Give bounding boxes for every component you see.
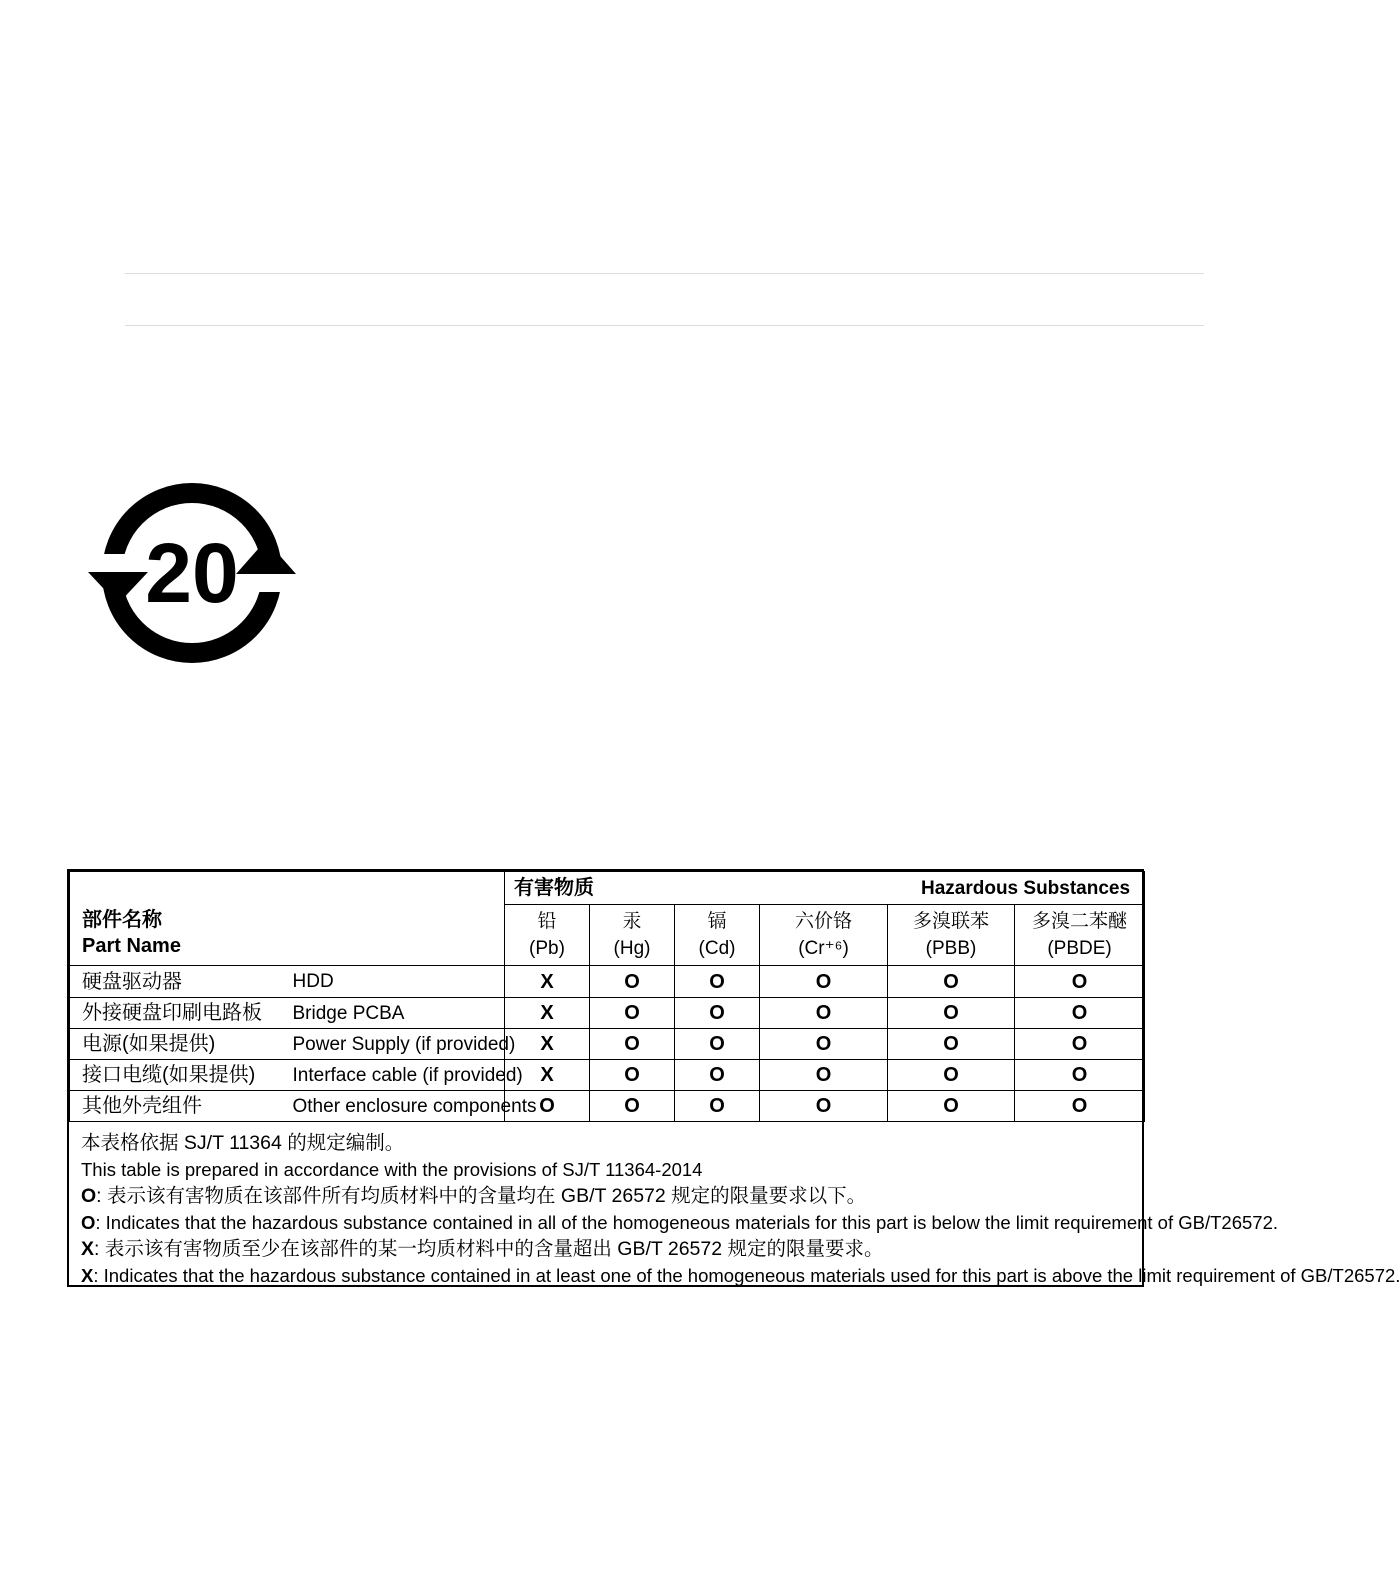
mark-cell: O xyxy=(760,1060,888,1091)
substance-pbb: 多溴联苯 (PBB) xyxy=(888,905,1015,966)
mark-cell: O xyxy=(1015,1060,1145,1091)
mark-cell: O xyxy=(760,1091,888,1122)
logo-number: 20 xyxy=(145,526,239,620)
o-note-cn: O: 表示该有害物质在该部件所有均质材料中的含量均在 GB/T 26572 规定的限量要求以下。 xyxy=(81,1185,867,1207)
mark-cell: O xyxy=(888,1029,1015,1060)
o-key: O xyxy=(81,1185,97,1207)
mark-cell: O xyxy=(888,1091,1015,1122)
hazardous-cn: 有害物质 xyxy=(514,877,594,899)
mark-cell: O xyxy=(760,1029,888,1060)
substance-lead: 铅 (Pb) xyxy=(505,905,590,966)
x-key: X xyxy=(81,1264,94,1286)
part-name-cn-cell: 其他外壳组件 xyxy=(70,1091,281,1122)
substance-hexavalent-chromium: 六价铬 (Cr⁺⁶) xyxy=(760,905,888,966)
table-notes xyxy=(69,1122,1400,1289)
mark-cell: O xyxy=(1015,1091,1145,1122)
part-name-cn-cell: 硬盘驱动器 xyxy=(70,966,281,998)
mark-cell: X xyxy=(505,1029,590,1060)
top-divider-line xyxy=(125,273,1204,274)
mark-cell: O xyxy=(1015,998,1145,1029)
mark-cell: X xyxy=(505,998,590,1029)
mark-cell: O xyxy=(675,966,760,998)
part-name-en-cell: HDD xyxy=(281,966,505,998)
mark-cell: O xyxy=(888,966,1015,998)
part-name-cn-cell: 外接硬盘印刷电路板 xyxy=(70,998,281,1029)
prepared-note-cn: 本表格依据 SJ/T 11364 的规定编制。 xyxy=(81,1132,405,1154)
mark-cell: O xyxy=(888,1060,1015,1091)
mark-cell: O xyxy=(675,1060,760,1091)
part-name-header xyxy=(70,872,505,966)
table-row xyxy=(70,1091,1145,1122)
substance-pbde: 多溴二苯醚 (PBDE) xyxy=(1015,905,1145,966)
second-divider-line xyxy=(125,325,1204,326)
hazardous-en: Hazardous Substances xyxy=(920,878,1131,899)
part-name-cn: 部件名称 xyxy=(82,909,162,931)
table-row xyxy=(70,1060,1145,1091)
substance-cadmium: 镉 (Cd) xyxy=(675,905,760,966)
part-name-en-cell: Power Supply (if provided) xyxy=(281,1029,505,1060)
mark-cell: O xyxy=(1015,966,1145,998)
x-note-cn: X: 表示该有害物质至少在该部件的某一均质材料中的含量超出 GB/T 26572 规定的限量要求。 xyxy=(81,1238,884,1260)
mark-cell: O xyxy=(590,998,675,1029)
mark-cell: O xyxy=(675,1029,760,1060)
mark-cell: O xyxy=(590,966,675,998)
part-name-cn-cell: 接口电缆(如果提供) xyxy=(70,1060,281,1091)
table-row xyxy=(70,998,1145,1029)
table-row xyxy=(70,1029,1145,1060)
part-name-en-cell: Other enclosure components xyxy=(281,1091,505,1122)
part-name-en-cell: Interface cable (if provided) xyxy=(281,1060,505,1091)
mark-cell: O xyxy=(590,1029,675,1060)
mark-cell: O xyxy=(590,1060,675,1091)
efup-20-recycle-logo xyxy=(86,482,298,664)
part-name-en: Part Name xyxy=(82,935,181,957)
prepared-note-en: This table is prepared in accordance with the provisions of SJ/T 11364-2014 xyxy=(81,1158,703,1180)
mark-cell: X xyxy=(505,1060,590,1091)
substance-mercury: 汞 (Hg) xyxy=(590,905,675,966)
mark-cell: O xyxy=(760,966,888,998)
part-name-en-cell: Bridge PCBA xyxy=(281,998,505,1029)
hazardous-substances-table xyxy=(67,869,1400,1287)
hazardous-substances-header xyxy=(505,872,1145,905)
o-key: O xyxy=(81,1211,96,1233)
x-key: X xyxy=(81,1238,95,1260)
o-note-en: O: Indicates that the hazardous substance contained in all of the homogeneous materials for this part is below the limit requirement of GB/T26572. xyxy=(81,1211,1279,1233)
mark-cell: O xyxy=(1015,1029,1145,1060)
mark-cell: X xyxy=(505,966,590,998)
part-name-cn-cell: 电源(如果提供) xyxy=(70,1029,281,1060)
mark-cell: O xyxy=(888,998,1015,1029)
mark-cell: O xyxy=(675,998,760,1029)
mark-cell: O xyxy=(760,998,888,1029)
mark-cell: O xyxy=(590,1091,675,1122)
mark-cell: O xyxy=(675,1091,760,1122)
mark-cell: O xyxy=(505,1091,590,1122)
table-row xyxy=(70,966,1145,998)
x-note-en: X: Indicates that the hazardous substance contained in at least one of the homogeneous materials used for this part is above the limit requirement of GB/T26572. xyxy=(81,1264,1400,1286)
